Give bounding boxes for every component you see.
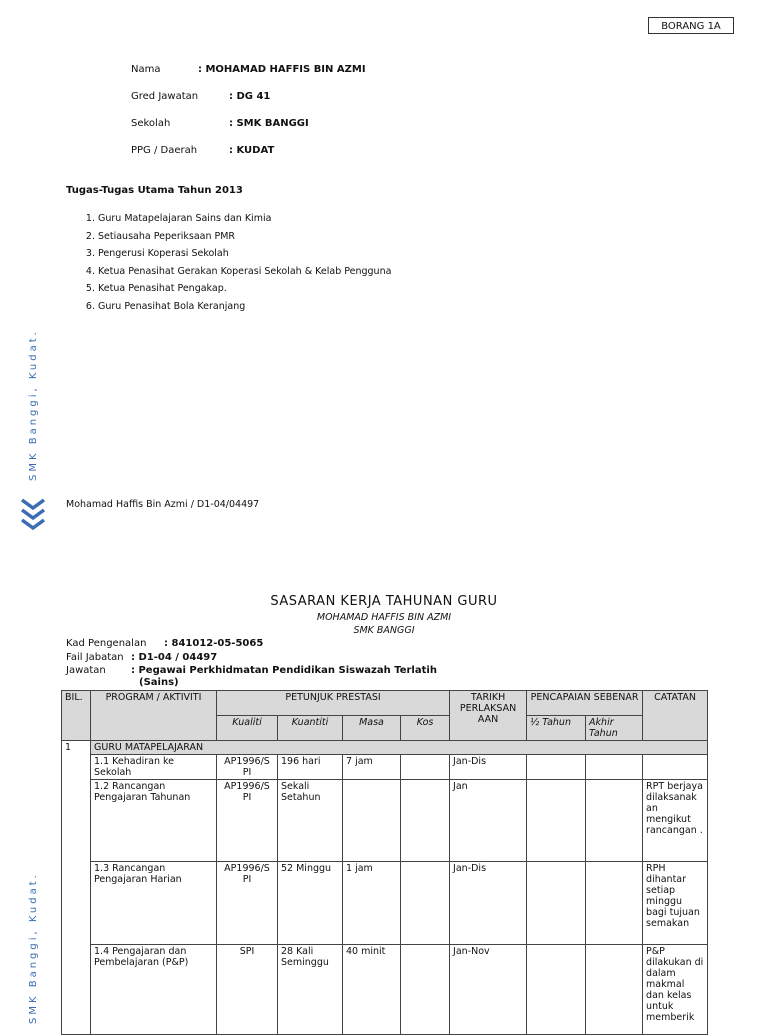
cell-date: Jan (450, 780, 527, 862)
profile-district-row (131, 145, 275, 156)
list-item: 4. Ketua Penasihat Gerakan Koperasi Sekolah & Kelab Pengguna (98, 263, 391, 281)
side-watermark-lower: SMK Banggi, Kudat. (28, 872, 39, 1024)
cell-date: Jan-Nov (450, 945, 527, 1035)
position-label: Jawatan (66, 665, 106, 676)
profile-school-label: Sekolah (131, 118, 171, 129)
cell-quality: SPI (217, 945, 278, 1035)
col-header-year-end: Akhir Tahun (586, 716, 643, 741)
cell-notes: RPH dihantar setiap minggu bagi tujuan semakan (643, 862, 708, 945)
list-item: 3. Pengerusi Koperasi Sekolah (98, 245, 391, 263)
cell-quality: AP1996/S PI (217, 780, 278, 862)
section-title: GURU MATAPELAJARAN (91, 741, 708, 755)
col-header-quality: Kualiti (217, 716, 278, 741)
skt-table (61, 690, 708, 1035)
ic-value: : 841012-05-5065 (164, 638, 264, 649)
col-header-program: PROGRAM / AKTIVITI (91, 691, 217, 741)
cell-program: 1.3 Rancangan Pengajaran Harian (91, 862, 217, 945)
cell-cost (401, 780, 450, 862)
cell-time: 7 jam (343, 755, 401, 780)
list-item: 2. Setiausaha Peperiksaan PMR (98, 228, 391, 246)
page-footer: Mohamad Haffis Bin Azmi / D1-04/04497 (66, 499, 260, 510)
table-section-row (62, 741, 708, 755)
profile-grade-label: Gred Jawatan (131, 91, 199, 102)
cell-year-end (586, 755, 643, 780)
col-header-notes: CATATAN (643, 691, 708, 741)
list-item: 6. Guru Penasihat Bola Keranjang (98, 298, 391, 316)
col-header-indicator: PETUNJUK PRESTASI (217, 691, 450, 716)
cell-quantity: 28 Kali Seminggu (278, 945, 343, 1035)
cell-quantity: Sekali Setahun (278, 780, 343, 862)
skt-teacher-name: MOHAMAD HAFFIS BIN AZMI (316, 612, 452, 623)
cell-year-end (586, 780, 643, 862)
profile-grade-value: : DG 41 (229, 91, 271, 102)
cell-time (343, 780, 401, 862)
cell-year-end (586, 862, 643, 945)
cell-cost (401, 862, 450, 945)
cell-quality: AP1996/S PI (217, 755, 278, 780)
profile-district-label: PPG / Daerah (131, 145, 198, 156)
cell-cost (401, 755, 450, 780)
table-row (62, 780, 708, 862)
file-label: Fail Jabatan (66, 652, 124, 663)
cell-notes: RPT berjaya dilaksanak an mengikut rancangan . (643, 780, 708, 862)
cell-quantity: 52 Minggu (278, 862, 343, 945)
cell-program: 1.4 Pengajaran dan Pembelajaran (P&P) (91, 945, 217, 1035)
cell-notes (643, 755, 708, 780)
chevron-down-icon (20, 496, 46, 535)
skt-title: SASARAN KERJA TAHUNAN GURU (270, 594, 498, 609)
profile-school-row (131, 118, 309, 129)
profile-grade-row (131, 91, 271, 102)
table-row (62, 755, 708, 780)
cell-notes: P&P dilakukan di dalam makmal dan kelas untuk memberik (643, 945, 708, 1035)
file-number-row (66, 652, 218, 663)
side-watermark: SMK Banggi, Kudat. (28, 329, 39, 481)
table-row (62, 945, 708, 1035)
duties-title: Tugas-Tugas Utama Tahun 2013 (66, 185, 243, 196)
col-header-bil: BIL. (62, 691, 91, 741)
position-value-cont: (Sains) (139, 677, 179, 688)
profile-school-value: : SMK BANGGI (229, 118, 309, 129)
profile-name-row (131, 64, 366, 75)
cell-year-end (586, 945, 643, 1035)
file-value: : D1-04 / 04497 (131, 652, 218, 663)
cell-half-year (527, 945, 586, 1035)
cell-quality: AP1996/S PI (217, 862, 278, 945)
list-item: 5. Ketua Penasihat Pengakap. (98, 280, 391, 298)
cell-time: 1 jam (343, 862, 401, 945)
table-row (62, 862, 708, 945)
duties-list (66, 210, 391, 316)
cell-program: 1.2 Rancangan Pengajaran Tahunan (91, 780, 217, 862)
cell-quantity: 196 hari (278, 755, 343, 780)
cell-program: 1.1 Kehadiran ke Sekolah (91, 755, 217, 780)
position-row-cont (139, 677, 179, 688)
ic-number-row (66, 638, 264, 649)
profile-name-label: Nama (131, 64, 161, 75)
cell-half-year (527, 780, 586, 862)
list-item: 1. Guru Matapelajaran Sains dan Kimia (98, 210, 391, 228)
ic-label: Kad Pengenalan (66, 638, 147, 649)
cell-half-year (527, 862, 586, 945)
col-header-cost: Kos (401, 716, 450, 741)
section-number: 1 (62, 741, 91, 755)
cell-half-year (527, 755, 586, 780)
form-code-badge: BORANG 1A (648, 17, 734, 34)
cell-date: Jan-Dis (450, 755, 527, 780)
skt-school-name: SMK BANGGI (353, 625, 415, 636)
col-header-date: TARIKH PERLAKSAN AAN (450, 691, 527, 741)
position-value: : Pegawai Perkhidmatan Pendidikan Siswazah Terlatih (131, 665, 437, 676)
col-header-time: Masa (343, 716, 401, 741)
cell-cost (401, 945, 450, 1035)
profile-district-value: : KUDAT (229, 145, 275, 156)
profile-name-value: : MOHAMAD HAFFIS BIN AZMI (198, 64, 366, 75)
col-header-achievement: PENCAPAIAN SEBENAR (527, 691, 643, 716)
cell-date: Jan-Dis (450, 862, 527, 945)
col-header-half-year: ½ Tahun (527, 716, 586, 741)
col-header-quantity: Kuantiti (278, 716, 343, 741)
position-row (66, 665, 437, 676)
cell-time: 40 minit (343, 945, 401, 1035)
